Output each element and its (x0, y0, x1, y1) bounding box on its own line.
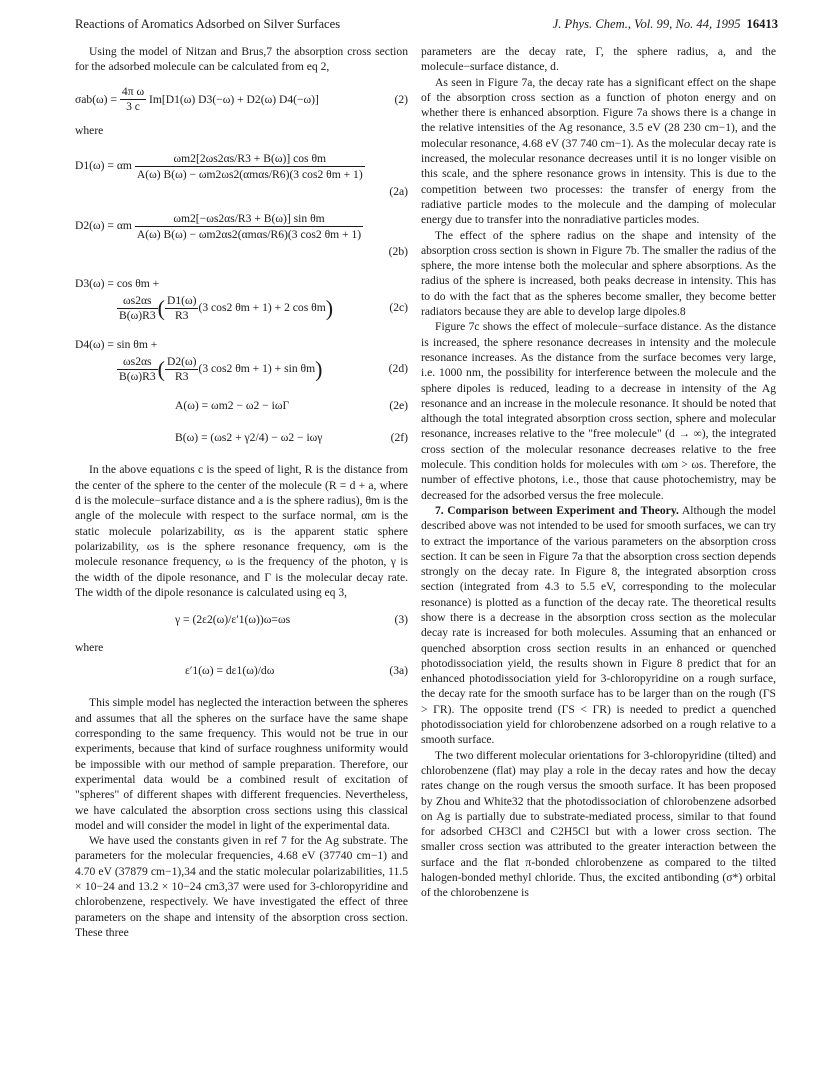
right-column (421, 44, 776, 901)
paragraph: parameters are the decay rate, Γ, the sphere radius, a, and the molecule−surface distance, d. (421, 45, 776, 74)
frac-den: A(ω) B(ω) − ωm2αs2(αmαs/R6)(3 cos2 θm + 1) (136, 227, 362, 241)
running-header (75, 17, 778, 37)
frac-den: R3 (174, 309, 189, 323)
frac-den: B(ω)R3 (119, 309, 156, 323)
eq-tail: (3 cos2 θm + 1) + sin θm (198, 362, 316, 376)
paragraph: We have used the constants given in ref 7 for the Ag substrate. The parameters for the molecular frequencies, 4.68 eV (37740 cm−1) and 4.70 eV (37879 cm−1),34 and the static molecular polarizabilities, 11.5 × 10−24 and 13.2 × 10−24 cm3,37 were used for 3-chloropyridine and chlorobenzene, respectively. We have investigated the effect of three parameters on the shape and intensity of the absorption cross section. These three (75, 834, 408, 939)
eq-fraction (165, 355, 199, 384)
equation-3a (75, 663, 408, 681)
page-number: 16413 (746, 17, 778, 31)
where-label: where (75, 123, 104, 137)
eq-body: B(ω) = (ωs2 + γ2/4) − ω2 − iωγ (175, 431, 323, 445)
paragraph: In the above equations c is the speed of light, R is the distance from the center of the sphere to the center of the molecule (R = d + a, where d is the molecule−surface distance and a is the sphere radius), θm is the angle of the molecule with respect to the surface normal, αm is the static molecule polarizability, αs is the apparent static sphere polarizability, ωs is the sphere resonance frequency, ωm is the molecule resonance frequency, ω is the frequency of the photon, γ is the width of the dipole resonance, and Γ is the molecular decay rate. The width of the dipole resonance is calculated using eq 3, (75, 463, 408, 599)
equation-number: (2c) (389, 301, 408, 315)
frac-den: R3 (174, 370, 189, 384)
eq-lhs: D2(ω) = αm (75, 218, 132, 232)
equation-number: (2f) (390, 431, 408, 445)
eq-line (75, 291, 408, 325)
eq-line: D4(ω) = sin θm + (75, 338, 158, 352)
paren-close: ) (325, 295, 334, 321)
frac-num: ωs2αs (117, 355, 158, 370)
paren-open: ( (157, 295, 165, 321)
eq-fraction (135, 211, 363, 242)
eq-body: A(ω) = ωm2 − ω2 − iωΓ (175, 399, 290, 413)
section-paragraph (421, 503, 776, 748)
paragraph: Using the model of Nitzan and Brus,7 the absorption cross section for the adsorbed molecule can be calculated from eq 2, (75, 45, 408, 74)
equation-2 (75, 83, 408, 117)
frac-num: ωs2αs (117, 294, 158, 309)
eq-body: ε′1(ω) = dε1(ω)/dω (185, 664, 275, 678)
paren-open: ( (157, 356, 165, 382)
eq-fraction (120, 85, 146, 114)
frac-num: ωm2[−ωs2αs/R3 + B(ω)] sin θm (135, 211, 363, 227)
frac-num: 4π ω (121, 85, 145, 99)
frac-den: B(ω)R3 (119, 370, 156, 384)
eq-fraction (165, 294, 199, 323)
equation-number: (2a) (389, 184, 408, 198)
equation-2a-label-row (75, 184, 408, 200)
frac-num: D2(ω) (166, 355, 197, 369)
equation-2c (75, 276, 408, 325)
journal-citation (553, 17, 778, 32)
paren-close: ) (315, 356, 323, 382)
equation-number: (2b) (388, 244, 408, 258)
section-body: Although the model described above was not intended to be used for smooth surfaces, we can try to extract the importance of the various parameters on the absorption cross section. It can be seen in Figure 7a that the absorption cross section depends strongly on the decay rate. In Figure 8, the integrated absorption cross section (integrated from 4.3 to 5.5 eV, corresponding to the molecular resonance) is plotted as a function of the decay rate. The theoretical results show there is a decrease in the absorption cross section as the molecular decay rate is increased for both molecules. Assuming that an enhanced or quenched absorption cross section results in an enhanced or quenched photodissociation yield, the results shown in Figure 8 predict that for an enhanced photodissociation yield for 3-chloropyridine on a rough surface, the decay rate for the smooth surface has to be larger than on the rough (ΓS > ΓR). The opposite trend (ΓS < ΓR) is needed to predict a quenched photodissociation yield for chlorobenzene adsorbed on a rough relative to a smooth surface. (421, 503, 776, 747)
where-label: where (75, 641, 104, 655)
equation-2f (75, 430, 408, 448)
paragraph: The effect of the sphere radius on the shape and intensity of the absorption cross section is shown in Figure 7b. The smaller the radius of the sphere, the more intense both the molecular and sphere absorptions. As the radius of the sphere is increased, both peaks decrease in intensity. This has to do with the fact that as the spheres become smaller, they become better radiators because they are able to develop large dipoles.8 (421, 228, 776, 319)
frac-den: 3 c (126, 100, 140, 114)
equation-number: (3) (394, 613, 408, 627)
eq-line (75, 352, 408, 386)
eq-body: γ = (2ε2(ω)/ε′1(ω))ω=ωs (175, 613, 291, 627)
frac-den: A(ω) B(ω) − ωm2ωs2(αmαs/R6)(3 cos2 θm + 1) (136, 167, 363, 181)
equation-2b (75, 208, 408, 244)
journal-name: J. Phys. Chem., Vol. 99, No. 44, 1995 (552, 17, 741, 31)
equation-3 (75, 612, 408, 630)
eq-lhs: σab(ω) = (75, 92, 117, 106)
equation-2a (75, 148, 408, 184)
eq-fraction (135, 151, 365, 182)
running-title: Reactions of Aromatics Adsorbed on Silver Surfaces (75, 17, 341, 31)
eq-line: D3(ω) = cos θm + (75, 276, 160, 290)
equation-2e (75, 398, 408, 416)
left-column (75, 44, 408, 940)
equation-2d (75, 337, 408, 386)
eq-fraction (117, 355, 158, 384)
frac-num: D1(ω) (166, 294, 197, 308)
eq-tail: (3 cos2 θm + 1) + 2 cos θm (198, 301, 326, 315)
equation-2b-label-row (75, 244, 408, 260)
eq-rhs: Im[D1(ω) D3(−ω) + D2(ω) D4(−ω)] (148, 92, 319, 106)
paragraph: As seen in Figure 7a, the decay rate has a significant effect on the shape of the absorption cross section as a function of photon energy and on whether there is enhanced absorption. Figure 7a shows there is a change in the relative intensities of the Ag resonance, 3.5 eV (28 230 cm−1), and the molecular resonance, 4.68 eV (37 740 cm−1). As the molecular decay rate is increased, the molecular resonance decreases until it is no longer visible on this scale, and the sphere resonance grows in intensity. This is due to the competition between two processes: the transfer of energy from the radiative particle modes to the molecule and the damping of molecular energy due to transfer into the nonradiative particles modes. (421, 75, 776, 227)
paragraph: This simple model has neglected the interaction between the spheres and assumes that all the spheres on the surface have the same shape corresponding to the same frequency. This would not be true in our experiments, because that kind of surface roughness uniformity would be impossible with our method of sample preparation. Therefore, our experimental data would be a combined result of excitation of "spheres" of different shapes with different frequencies. Nevertheless, we have calculated the absorption cross sections using this classical model and will consider the model in light of the experimental data. (75, 696, 408, 832)
eq-fraction (117, 294, 158, 323)
paragraph: Figure 7c shows the effect of molecule−surface distance. As the distance is increased, the sphere resonance decreases in intensity and the molecule resonance increases. As the distance from the surface becomes very large, i.e. 1000 nm, the possibility for interference between the molecule and the sphere dipoles is reduced, leading to a decrease in intensity of the Ag resonance and an increase in the molecule resonance. It should be noted that although the total integrated absorption cross section, sphere and molecular resonance, increases relative to the "free molecule" (d → ∞), the integrated cross section of the molecular resonance decreases relative to the free molecule. This condition holds for molecules with ωm > ωs. Therefore, the number of effective photons, i.e., those that cause photochemistry, may be decreased for the adsorbed versus the free molecule. (421, 320, 776, 502)
paragraph: The two different molecular orientations for 3-chloropyridine (tilted) and chlorobenzene (flat) may play a role in the decay rates and how the decay rates change on the rough versus the smooth surface. It has been proposed by Zhou and White32 that the photodissociation of chlorobenzene adsorbed on Ag is partially due to substrate-mediated process, similar to that found for adsorbed CH3Cl and C2H5Cl but with a lower cross section. The smaller cross section was attributed to the greater interaction between the surface and the flat π-bonded chlorobenzene as compared to the tilted halogen-bonded methyl chloride. Thus, the excited antibonding (σ*) orbital of the chlorobenzene is (421, 748, 776, 900)
equation-number: (3a) (389, 664, 408, 678)
eq-lhs: D1(ω) = αm (75, 158, 132, 172)
equation-number: (2) (394, 92, 408, 106)
equation-number: (2e) (389, 399, 408, 413)
equation-number: (2d) (388, 362, 408, 376)
frac-num: ωm2[2ωs2αs/R3 + B(ω)] cos θm (135, 151, 365, 167)
section-heading: 7. Comparison between Experiment and Theory. (435, 503, 679, 517)
